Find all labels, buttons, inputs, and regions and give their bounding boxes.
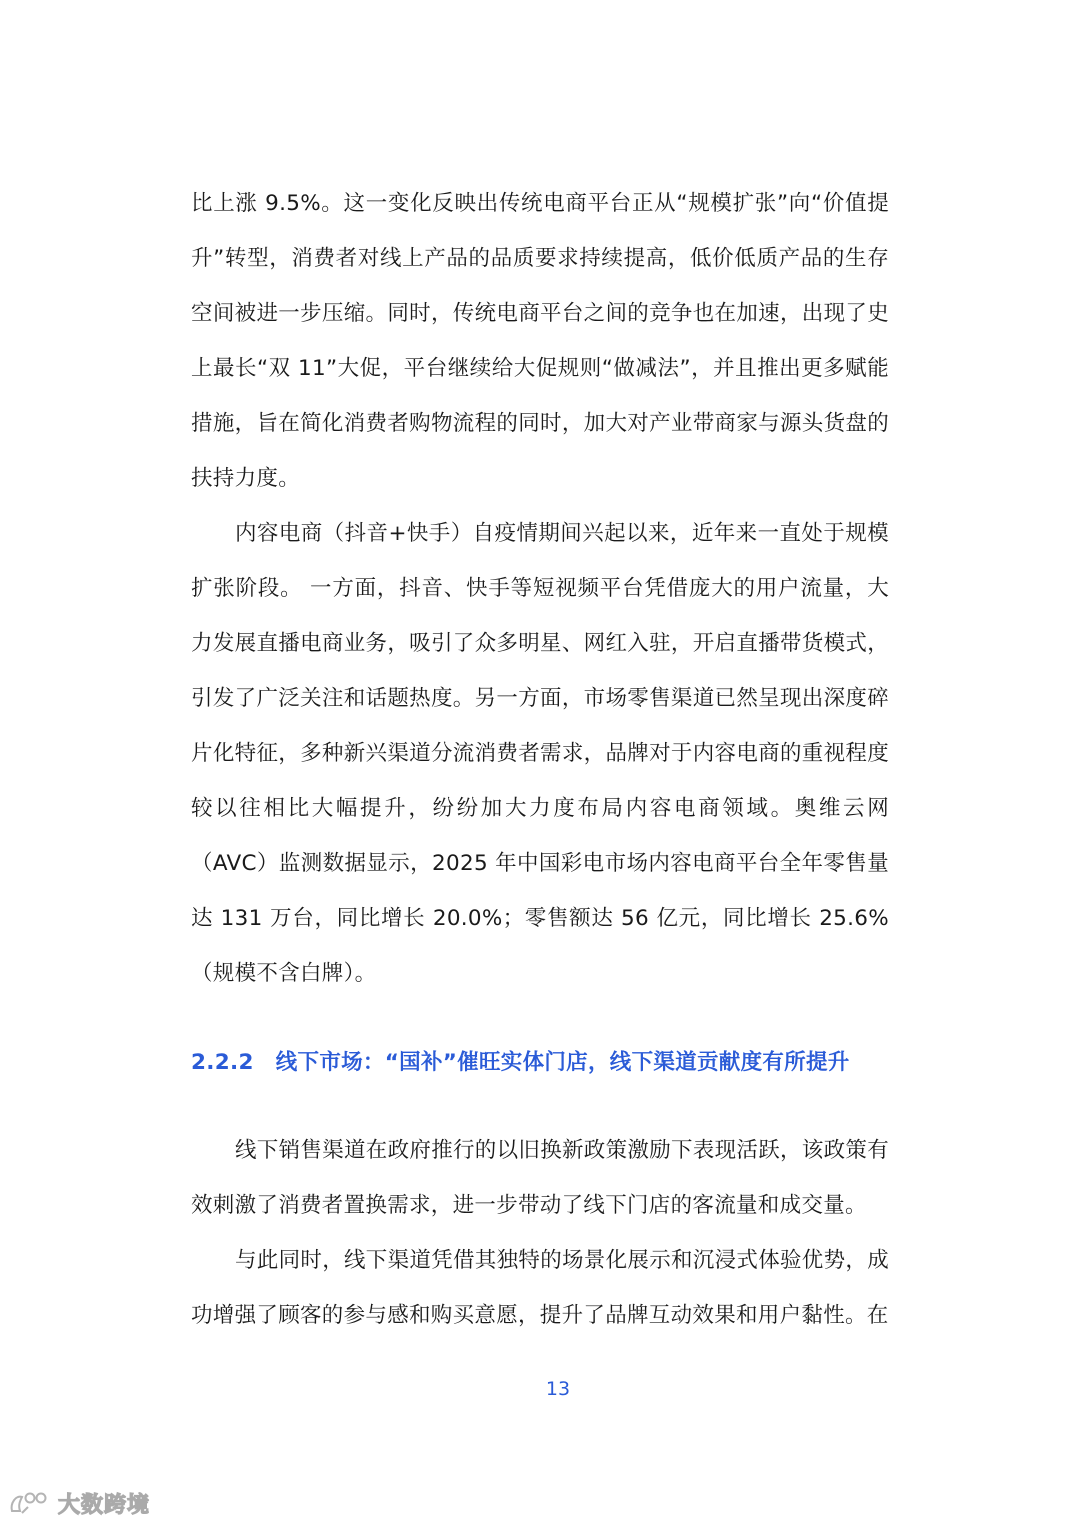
page-number: 13: [545, 1378, 571, 1400]
paragraph-offline-experience: 与此同时，线下渠道凭借其独特的场景化展示和沉浸式体验优势，成功增强了顾客的参与感和购买意愿，提升了品牌互动效果和用户黏性。在: [191, 1248, 890, 1328]
page-body: [191, 176, 889, 1343]
paragraph-offline-channel: 线下销售渠道在政府推行的以旧换新政策激励下表现活跃，该政策有效刺激了消费者置换需求，进一步带动了线下门店的客流量和成交量。: [191, 1138, 890, 1218]
section-heading: [191, 1048, 889, 1078]
logo-icon: [8, 1489, 52, 1519]
section-number: 2.2.2: [191, 1050, 254, 1075]
section-title: 线下市场：“国补”催旺实体门店，线下渠道贡献度有所提升: [275, 1050, 850, 1075]
watermark: [8, 1488, 150, 1519]
paragraph-content-ecommerce: 内容电商（抖音+快手）自疫情期间兴起以来，近年来一直处于规模扩张阶段。 一方面，抖音、快手等短视频平台凭借庞大的用户流量，大力发展直播电商业务，吸引了众多明星、网红入驻，开启直播带货模式，引发了广泛关注和话题热度。另一方面，市场零售渠道已然呈现出深度碎片化特征，多种新兴渠道分流消费者需求，品牌对于内容电商的重视程度较以往相比大幅提升，纷纷加大力度布局内容电商领域。奥维云网（AVC）监测数据显示，2025 年中国彩电市场内容电商平台全年零售量达 131 万台，同比增长 20.0%；零售额达 56 亿元，同比增长 25.6%（规模不含白牌）。: [191, 521, 889, 986]
watermark-text: 大数跨境: [58, 1493, 151, 1518]
paragraph-continued: 比上涨 9.5%。这一变化反映出传统电商平台正从“规模扩张”向“价值提升”转型，消费者对线上产品的品质要求持续提高，低价低质产品的生存空间被进一步压缩。同时，传统电商平台之间的竞争也在加速，出现了史上最长“双 11”大促，平台继续给大促规则“做减法”，并且推出更多赋能措施，旨在简化消费者购物流程的同时，加大对产业带商家与源头货盘的扶持力度。: [191, 191, 889, 491]
